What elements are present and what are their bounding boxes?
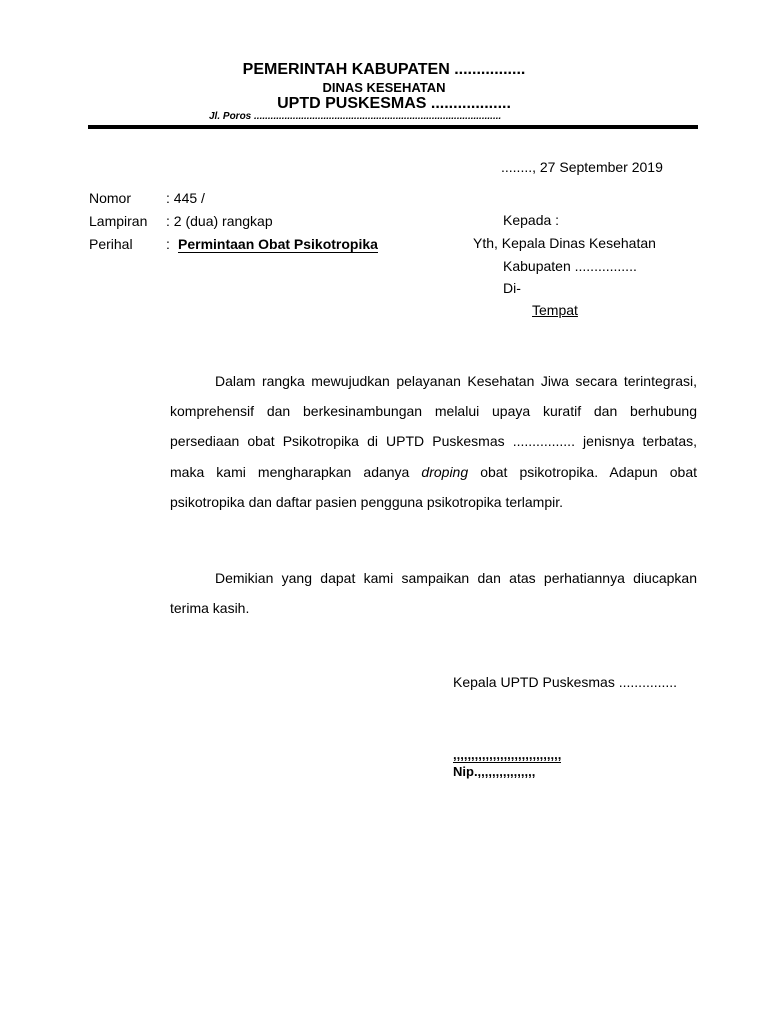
lampiran-label: Lampiran [89, 213, 148, 229]
lampiran-value: : 2 (dua) rangkap [166, 213, 273, 229]
body-paragraph-1 [170, 366, 697, 517]
recipient-tempat: Tempat [532, 302, 578, 318]
letterhead-puskesmas: UPTD PUSKESMAS .................. [277, 95, 511, 112]
letterhead-department: DINAS KESEHATAN [322, 80, 446, 95]
letterhead-government: PEMERINTAH KABUPATEN ................ [242, 61, 526, 78]
body-paragraph-2 [170, 563, 697, 623]
recipient-kabupaten: Kabupaten ................ [503, 258, 637, 274]
perihal-label: Perihal [89, 236, 133, 252]
signature-nip: Nip.,,,,,,,,,,,,,,,, [453, 764, 536, 779]
perihal-value: Permintaan Obat Psikotropika [178, 236, 378, 252]
signature-title: Kepala UPTD Puskesmas ............... [453, 674, 678, 690]
body-paragraph-1-italic: droping [421, 463, 469, 480]
body-paragraph-2-text: Demikian yang dapat kami sampaikan dan atas perhatiannya diucapkan terima kasih. [170, 570, 697, 617]
nomor-label: Nomor [89, 190, 132, 206]
nomor-value: : 445 / [166, 190, 205, 206]
body-paragraph-1-text-b: obat psikotropika. Adapun obat psikotropika dan daftar pasien pengguna psikotropika terlampir. [170, 463, 697, 510]
perihal-value-wrap [178, 236, 378, 252]
letter-date: ........, 27 September 2019 [501, 159, 663, 175]
recipient-kepada: Kepada : [503, 212, 560, 228]
perihal-colon: : [166, 236, 170, 252]
signature-name: ,,,,,,,,,,,,,,,,,,,,,,,,,,,,,, [453, 747, 562, 762]
body-paragraph-1-text-a: Dalam rangka mewujudkan pelayanan Kesehatan Jiwa secara terintegrasi, komprehensif dan berkesinambungan melalui upaya kuratif dan berhubung persediaan obat Psikotropika di UPTD Puskesmas ................ jenisnya terbatas, maka kami mengharapkan adanya [170, 373, 697, 480]
recipient-di: Di- [503, 280, 521, 296]
recipient-yth: Yth, Kepala Dinas Kesehatan [473, 235, 656, 251]
letterhead-address: Jl. Poros ......................................................................................... [209, 111, 502, 122]
letterhead-divider [88, 125, 698, 129]
